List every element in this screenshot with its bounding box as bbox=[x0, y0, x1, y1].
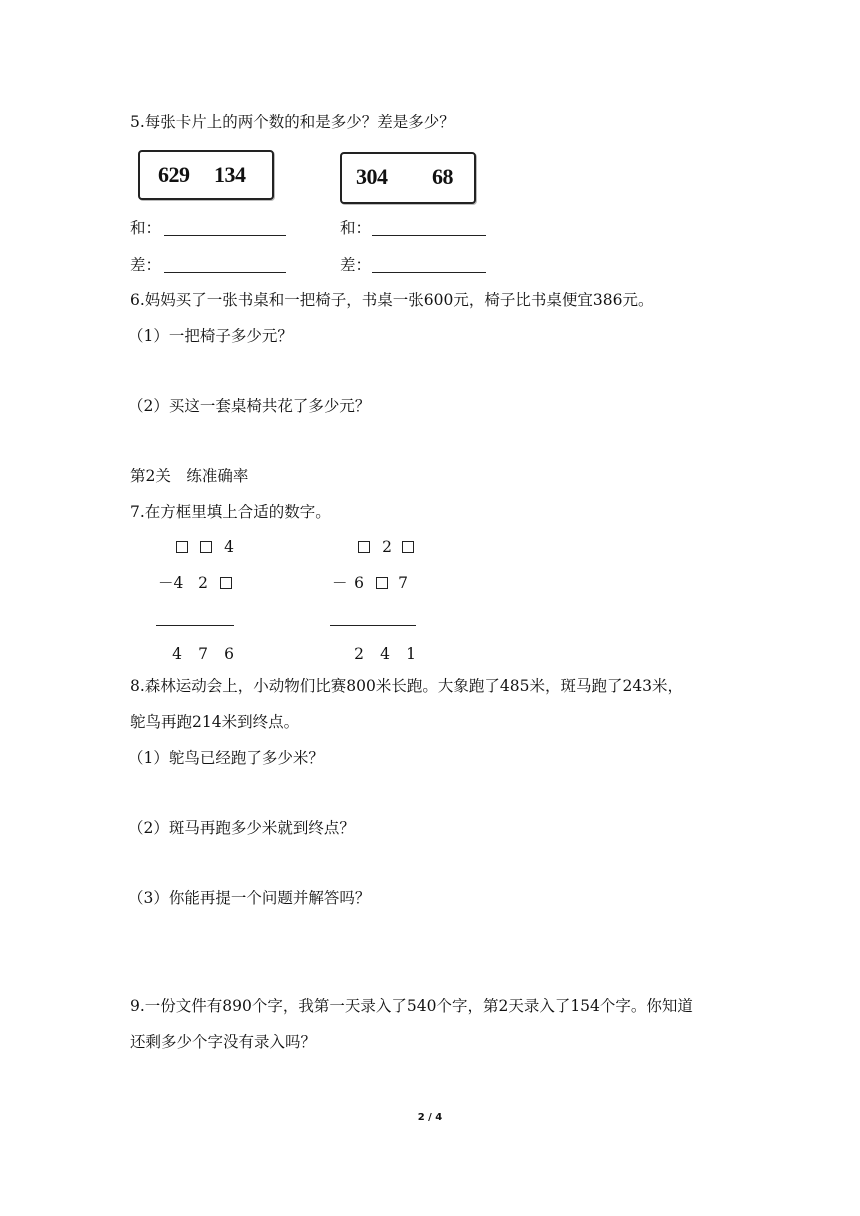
blank-digit-box[interactable] bbox=[376, 577, 388, 589]
q9-prompt-line1: 9.一份文件有890个字，我第一天录入了540个字，第2天录入了154个字。你知道 bbox=[130, 997, 693, 1015]
digit: 4 bbox=[224, 538, 234, 556]
q8-sub3: （3）你能再提一个问题并解答吗？ bbox=[128, 889, 371, 907]
card1-number-a: 629 bbox=[158, 162, 190, 187]
q8-prompt-line1: 8.森林运动会上，小动物们比赛800米长跑。大象跑了485米，斑马跑了243米， bbox=[130, 677, 684, 695]
blank-digit-box[interactable] bbox=[402, 541, 414, 553]
page-number: 2 / 4 bbox=[417, 1112, 443, 1123]
blank-digit-box[interactable] bbox=[176, 541, 188, 553]
q8-sub1: （1）鸵鸟已经跑了多少米？ bbox=[128, 749, 324, 767]
q7-prompt: 7.在方框里填上合适的数字。 bbox=[130, 503, 331, 521]
result-digit: 1 bbox=[406, 645, 416, 663]
subtraction-line bbox=[156, 625, 234, 626]
digit: 2 bbox=[198, 574, 208, 592]
q6-prompt: 6.妈妈买了一张书桌和一把椅子，书桌一张600元，椅子比书桌便宜386元。 bbox=[130, 291, 654, 309]
q5-prompt: 5.每张卡片上的两个数的和是多少？差是多少？ bbox=[130, 113, 455, 131]
blank-digit-box[interactable] bbox=[200, 541, 212, 553]
diff-label-1: 差： bbox=[130, 256, 162, 274]
sum-blank-2[interactable] bbox=[372, 235, 486, 236]
number-card-2 bbox=[340, 152, 476, 204]
card1-number-b: 134 bbox=[214, 162, 246, 187]
q6-sub2: （2）买这一套桌椅共花了多少元？ bbox=[128, 397, 371, 415]
blank-digit-box[interactable] bbox=[220, 577, 232, 589]
card2-number-a: 304 bbox=[356, 164, 388, 189]
result-digit: 7 bbox=[198, 645, 208, 663]
sum-blank-1[interactable] bbox=[164, 235, 286, 236]
q8-prompt-line2: 鸵鸟再跑214米到终点。 bbox=[130, 713, 300, 731]
result-digit: 2 bbox=[354, 645, 364, 663]
digit: 2 bbox=[382, 538, 392, 556]
result-digit: 4 bbox=[172, 645, 182, 663]
diff-blank-2[interactable] bbox=[372, 272, 486, 273]
q8-sub2: （2）斑马再跑多少米就到终点？ bbox=[128, 819, 355, 837]
minus-sign: － bbox=[332, 574, 348, 592]
q6-sub1: （1）一把椅子多少元？ bbox=[128, 327, 293, 345]
diff-label-2: 差： bbox=[340, 256, 372, 274]
sum-label-1: 和： bbox=[130, 219, 162, 237]
section2-title: 第2关 练准确率 bbox=[130, 467, 249, 485]
q9-prompt-line2: 还剩多少个字没有录入吗？ bbox=[130, 1033, 317, 1051]
blank-digit-box[interactable] bbox=[358, 541, 370, 553]
digit: 6 bbox=[354, 574, 364, 592]
result-digit: 4 bbox=[380, 645, 390, 663]
diff-blank-1[interactable] bbox=[164, 272, 286, 273]
number-card-1 bbox=[138, 150, 274, 200]
card2-number-b: 68 bbox=[432, 164, 453, 189]
sum-label-2: 和： bbox=[340, 219, 372, 237]
result-digit: 6 bbox=[224, 645, 234, 663]
digit: 7 bbox=[398, 574, 408, 592]
subtraction-line bbox=[330, 625, 416, 626]
minus-digit: －4 bbox=[158, 574, 184, 592]
